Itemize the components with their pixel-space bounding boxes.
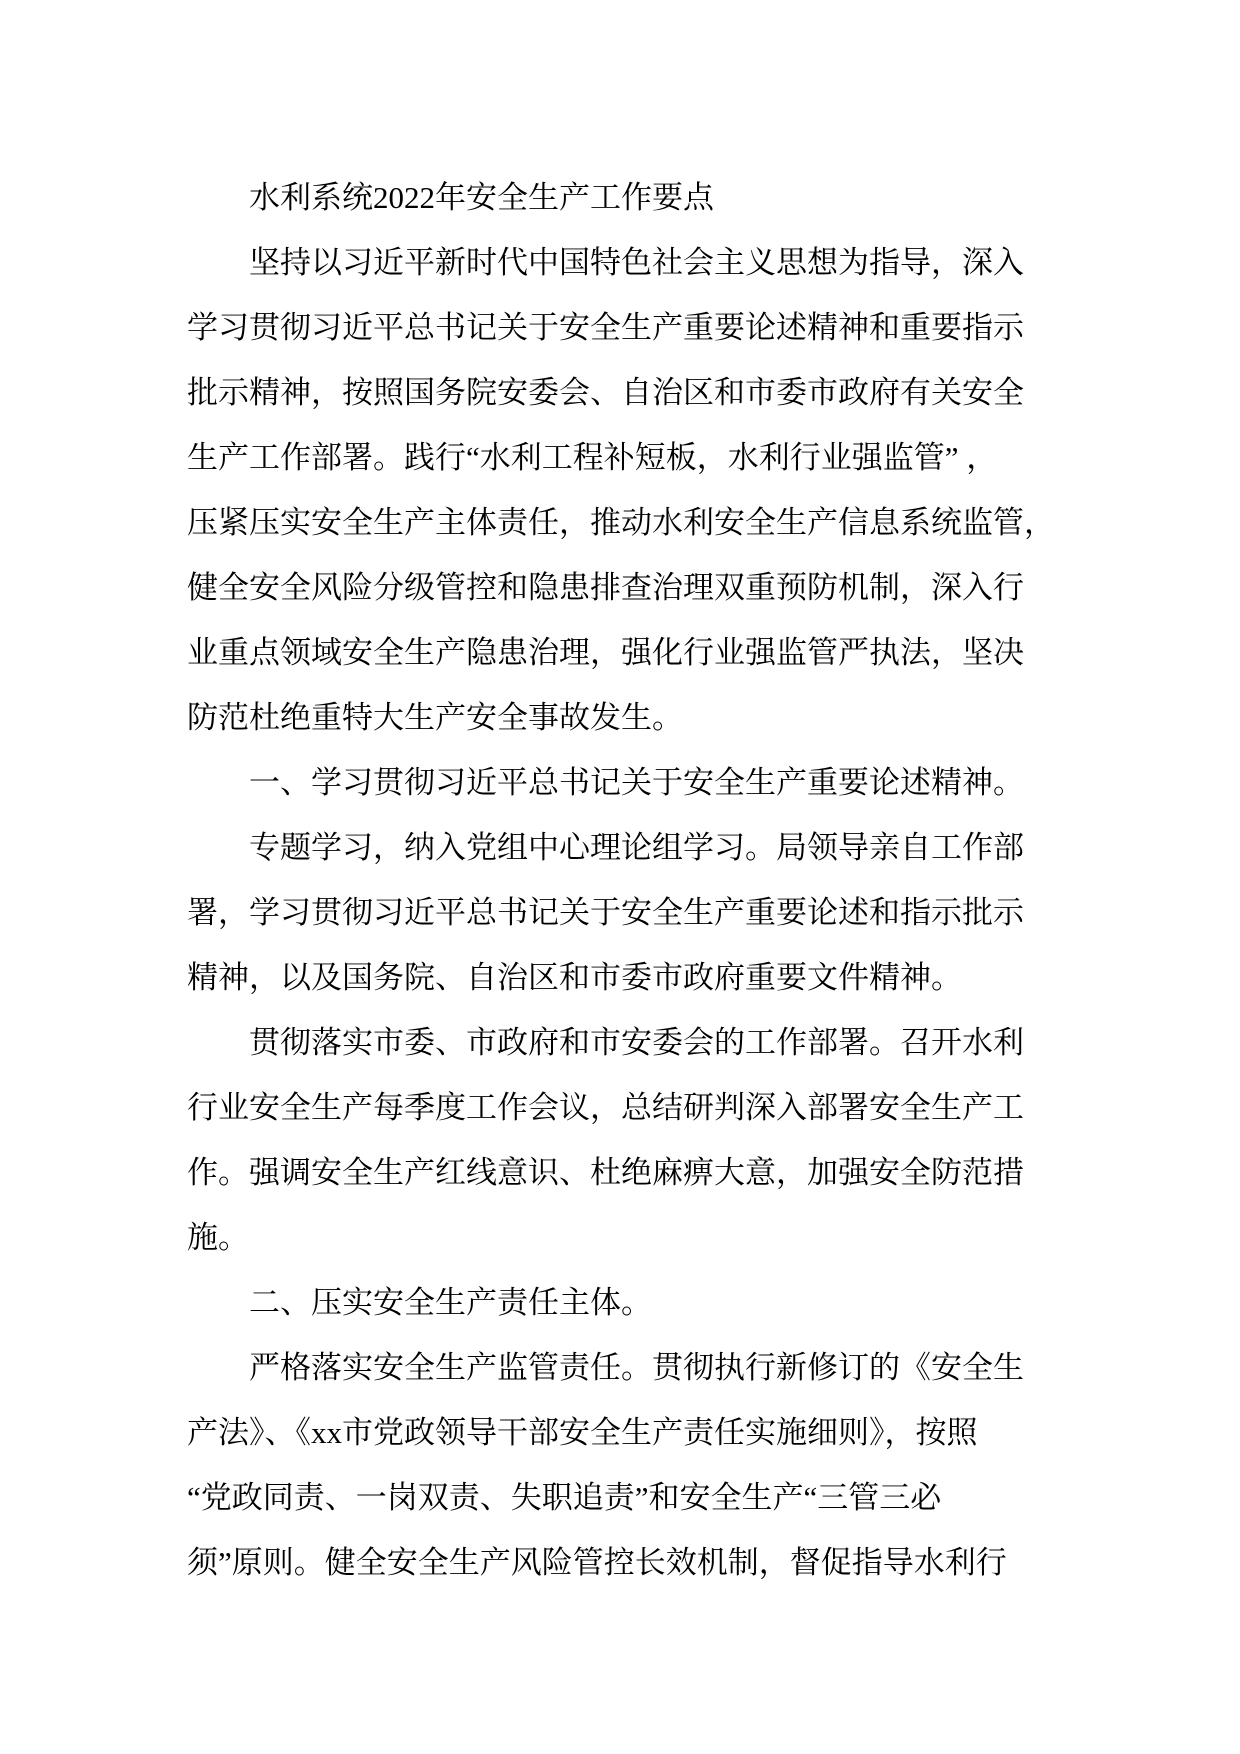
document-line: 精神，以及国务院、自治区和市委市政府重要文件精神。	[187, 960, 962, 995]
document-line: 学习贯彻习近平总书记关于安全生产重要论述精神和重要指示	[187, 310, 1024, 345]
document-line: 行业安全生产每季度工作会议，总结研判深入部署安全生产工	[187, 1090, 1024, 1125]
document-line: 生产工作部署。践行“水利工程补短板，水利行业强监管” ，	[187, 440, 998, 475]
document-line: 作。强调安全生产红线意识、杜绝麻痹大意，加强安全防范措	[187, 1155, 1024, 1190]
document-line: 施。	[187, 1220, 249, 1255]
document-line: 须”原则。健全安全生产风险管控长效机制，督促指导水利行	[187, 1545, 1007, 1580]
document-line: 专题学习，纳入党组中心理论组学习。局领导亲自工作部	[249, 830, 1024, 865]
document-heading: 一、学习贯彻习近平总书记关于安全生产重要论述精神。	[249, 765, 1024, 800]
document-line: 署，学习贯彻习近平总书记关于安全生产重要论述和指示批示	[187, 895, 1024, 930]
document-line: 严格落实安全生产监管责任。贯彻执行新修订的《安全生	[249, 1350, 1024, 1385]
document-title: 水利系统2022年安全生产工作要点	[249, 180, 714, 215]
document-line: 产法》、《xx市党政领导干部安全生产责任实施细则》，按照	[187, 1415, 978, 1450]
document-line: “党政同责、一岗双责、失职追责”和安全生产“三管三必	[187, 1480, 942, 1515]
document-line: 防范杜绝重特大生产安全事故发生。	[187, 700, 683, 735]
document-lines	[187, 165, 1057, 1595]
document-line: 批示精神，按照国务院安委会、自治区和市委市政府有关安全	[187, 375, 1024, 410]
document-content	[187, 165, 1057, 1595]
document-line: 业重点领域安全生产隐患治理，强化行业强监管严执法，坚决	[187, 635, 1024, 670]
document-heading: 二、压实安全生产责任主体。	[249, 1285, 652, 1320]
document-line: 压紧压实安全生产主体责任，推动水利安全生产信息系统监管，	[187, 505, 1055, 540]
document-line: 健全安全风险分级管控和隐患排查治理双重预防机制，深入行	[187, 570, 1024, 605]
document-line: 贯彻落实市委、市政府和市安委会的工作部署。召开水利	[249, 1025, 1024, 1060]
document-line: 坚持以习近平新时代中国特色社会主义思想为指导，深入	[249, 245, 1024, 280]
